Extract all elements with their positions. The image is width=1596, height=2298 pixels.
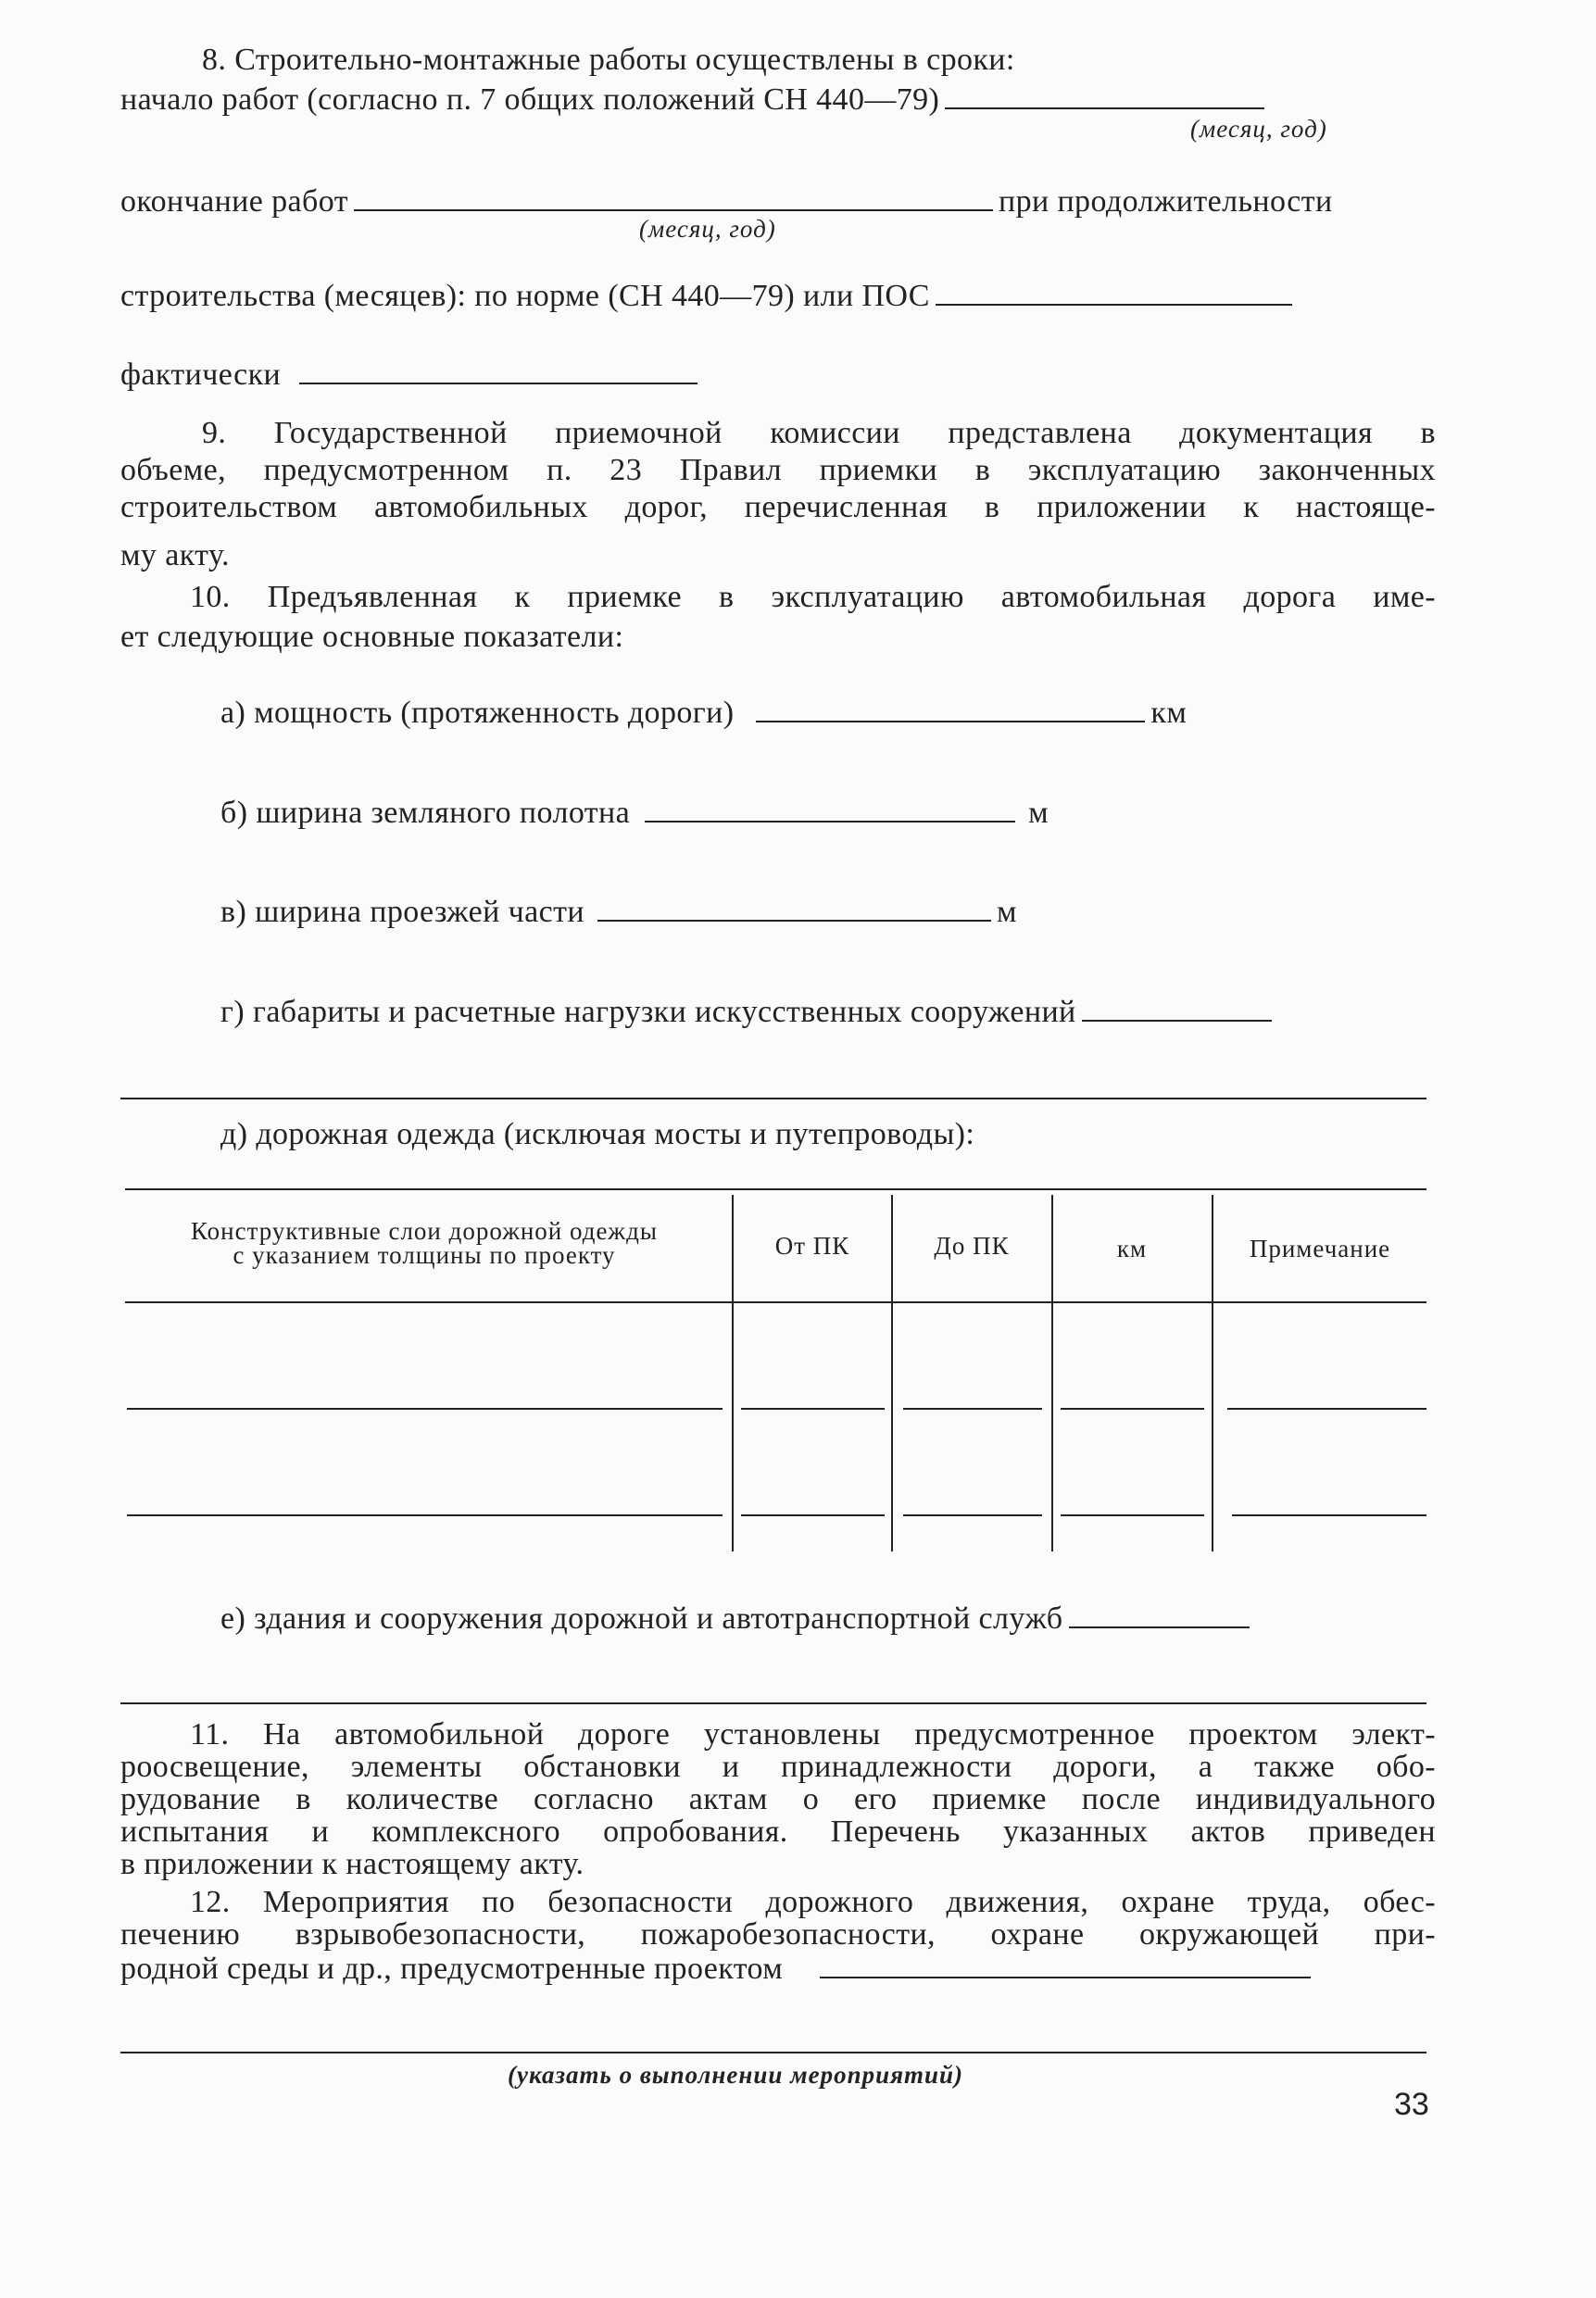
- page-number: 33: [1394, 2087, 1429, 2122]
- item12-line3-label: родной среды и др., предусмотренные проектом: [120, 1952, 784, 1986]
- table-row-2-to-cell[interactable]: [903, 1514, 1042, 1516]
- table-row-1-km-cell[interactable]: [1061, 1408, 1204, 1410]
- roadbed-width-field[interactable]: [645, 797, 1015, 823]
- table-top-rule: [125, 1188, 1426, 1190]
- item8-actual-label: фактически: [120, 358, 282, 392]
- item8-end-label: окончание работ: [120, 184, 348, 219]
- structures-loads-field[interactable]: [1082, 996, 1272, 1022]
- item10-b-unit: м: [1028, 796, 1049, 830]
- item12-line3: [120, 1953, 1316, 1986]
- item9-line3: строительством автомобильных дорог, перечисленная в приложении к настояще-: [120, 490, 1436, 524]
- end-date-field[interactable]: [354, 185, 993, 211]
- item10-f-label: е) здания и сооружения дорожной и автотранспортной служб: [220, 1601, 1063, 1636]
- item10-a-line: [220, 695, 1187, 732]
- table-row-2-from-cell[interactable]: [741, 1514, 885, 1516]
- item11-line3: рудование в количестве согласно актам о его приемке после индивидуального: [120, 1782, 1436, 1816]
- item9-line2: объеме, предусмотренном п. 23 Правил приемки в эксплуатацию законченных: [120, 453, 1436, 487]
- item10-e-label: д) дорожная одежда (исключая мосты и путепроводы):: [220, 1117, 975, 1151]
- item9-line1: 9. Государственной приемочной комиссии представлена документация в: [202, 416, 1436, 450]
- table-row-1-from-cell[interactable]: [741, 1408, 885, 1410]
- structures-loads-continuation-line[interactable]: [120, 1098, 1426, 1099]
- item11-line5: в приложении к настоящему акту.: [120, 1847, 584, 1881]
- item10-c-unit: м: [996, 895, 1017, 929]
- item10-a-unit: км: [1150, 696, 1188, 730]
- service-buildings-field[interactable]: [1069, 1602, 1250, 1628]
- item8-duration-line: [120, 278, 1298, 315]
- safety-measures-field[interactable]: [820, 1953, 1311, 1978]
- duration-norm-field[interactable]: [936, 280, 1292, 306]
- item8-start-line: [120, 82, 1270, 119]
- table-row-1-layers-cell[interactable]: [127, 1408, 723, 1410]
- item10-line2: ет следующие основные показатели:: [120, 620, 624, 654]
- item11-line4: испытания и комплексного опробования. Перечень указанных актов приведен: [120, 1815, 1436, 1849]
- item10-c-label: в) ширина проезжей части: [220, 895, 584, 929]
- item10-a-label: а) мощность (протяженность дороги): [220, 696, 735, 730]
- start-date-hint: (месяц, год): [1190, 115, 1327, 143]
- item10-d-line: [220, 994, 1277, 1031]
- table-header-note: Примечание: [1249, 1235, 1391, 1262]
- table-row-2-km-cell[interactable]: [1061, 1514, 1204, 1516]
- table-row-2-note-cell[interactable]: [1232, 1514, 1426, 1516]
- item8-duration-label: строительства (месяцев): по норме (СН 440—79) или ПОС: [120, 279, 930, 313]
- item10-b-label: б) ширина земляного полотна: [220, 796, 631, 830]
- table-header-from-pk: От ПК: [774, 1232, 850, 1260]
- service-buildings-continuation-line[interactable]: [120, 1702, 1426, 1704]
- table-row-1-to-cell[interactable]: [903, 1408, 1042, 1410]
- item12-line2: печению взрывобезопасности, пожаробезопасности, охране окружающей при-: [120, 1917, 1436, 1952]
- safety-measures-hint: (указать о выполнении мероприятий): [508, 2061, 964, 2089]
- item8-start-label: начало работ (согласно п. 7 общих положений СН 440—79): [120, 82, 940, 117]
- item10-b-line: [220, 795, 1049, 832]
- end-date-hint: (месяц, год): [639, 215, 776, 243]
- item8-end-tail: при продолжительности: [998, 184, 1333, 219]
- table-row-1-note-cell[interactable]: [1227, 1408, 1426, 1410]
- road-length-field[interactable]: [756, 697, 1145, 722]
- item10-c-line: [220, 894, 1017, 931]
- start-date-field[interactable]: [945, 83, 1264, 109]
- item11-line2: роосвещение, элементы обстановки и принадлежности дороги, а также обо-: [120, 1750, 1436, 1784]
- carriageway-width-field[interactable]: [597, 896, 991, 922]
- item12-line1: 12. Мероприятия по безопасности дорожного движения, охране труда, обес-: [190, 1885, 1436, 1919]
- table-header-km: км: [1116, 1235, 1148, 1262]
- item10-d-label: г) габариты и расчетные нагрузки искусственных сооружений: [220, 995, 1076, 1029]
- item8-line1: 8. Строительно-монтажные работы осуществлены в сроки:: [202, 43, 1015, 77]
- table-row-2-layers-cell[interactable]: [127, 1514, 723, 1516]
- table-header-layers-line2: с указанием толщины по проекту: [232, 1241, 616, 1269]
- table-header-layers-line1: Конструктивные слои дорожной одежды: [191, 1217, 658, 1245]
- item8-actual-line: [120, 357, 703, 394]
- duration-actual-field[interactable]: [299, 358, 697, 384]
- table-header-to-pk: До ПК: [934, 1232, 1010, 1260]
- item10-line1: 10. Предъявленная к приемке в эксплуатацию автомобильная дорога име-: [190, 580, 1436, 614]
- item9-line4: му акту.: [120, 538, 230, 572]
- table-header-rule: [125, 1301, 1426, 1303]
- item11-line1: 11. На автомобильной дороге установлены предусмотренное проектом элект-: [190, 1717, 1436, 1752]
- safety-measures-continuation-line[interactable]: [120, 2052, 1426, 2053]
- item10-f-line: [220, 1601, 1255, 1638]
